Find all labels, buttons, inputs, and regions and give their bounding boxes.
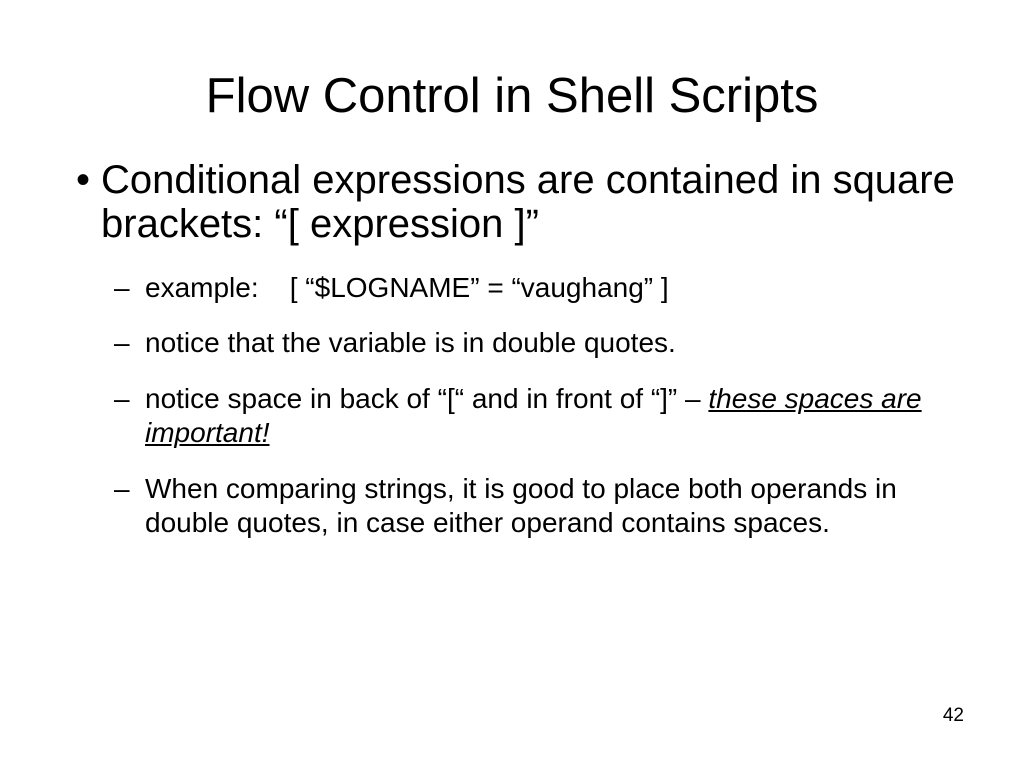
sub-bullet-spaces bbox=[114, 382, 934, 450]
bullet-marker: • bbox=[76, 158, 91, 202]
slide-title: Flow Control in Shell Scripts bbox=[205, 69, 819, 123]
sub-bullet-marker: – bbox=[114, 383, 130, 414]
main-bullet-text: Conditional expressions are contained in square brackets: “[ expression ]” bbox=[101, 158, 955, 246]
sub-bullet-comparing bbox=[114, 472, 934, 540]
main-bullet bbox=[76, 158, 956, 246]
space-note-lead: notice space in back of “[“ and in front of “]” – bbox=[145, 383, 709, 414]
space-note-emphasis: these spaces are important! bbox=[145, 383, 922, 448]
sub-bullet-quotes bbox=[114, 326, 934, 360]
page-number: 42 bbox=[942, 705, 964, 726]
quotes-note: notice that the variable is in double quotes. bbox=[145, 327, 676, 358]
sub-bullet-marker: – bbox=[114, 327, 130, 358]
sub-bullet-marker: – bbox=[114, 272, 130, 303]
sub-bullet-example bbox=[114, 271, 934, 305]
sub-bullet-marker: – bbox=[114, 473, 130, 504]
comparing-note: When comparing strings, it is good to place both operands in double quotes, in case either operand contains spaces. bbox=[145, 473, 897, 538]
example-label: example: bbox=[145, 272, 259, 303]
example-code: [ “$LOGNAME” = “vaughang” ] bbox=[289, 272, 669, 303]
